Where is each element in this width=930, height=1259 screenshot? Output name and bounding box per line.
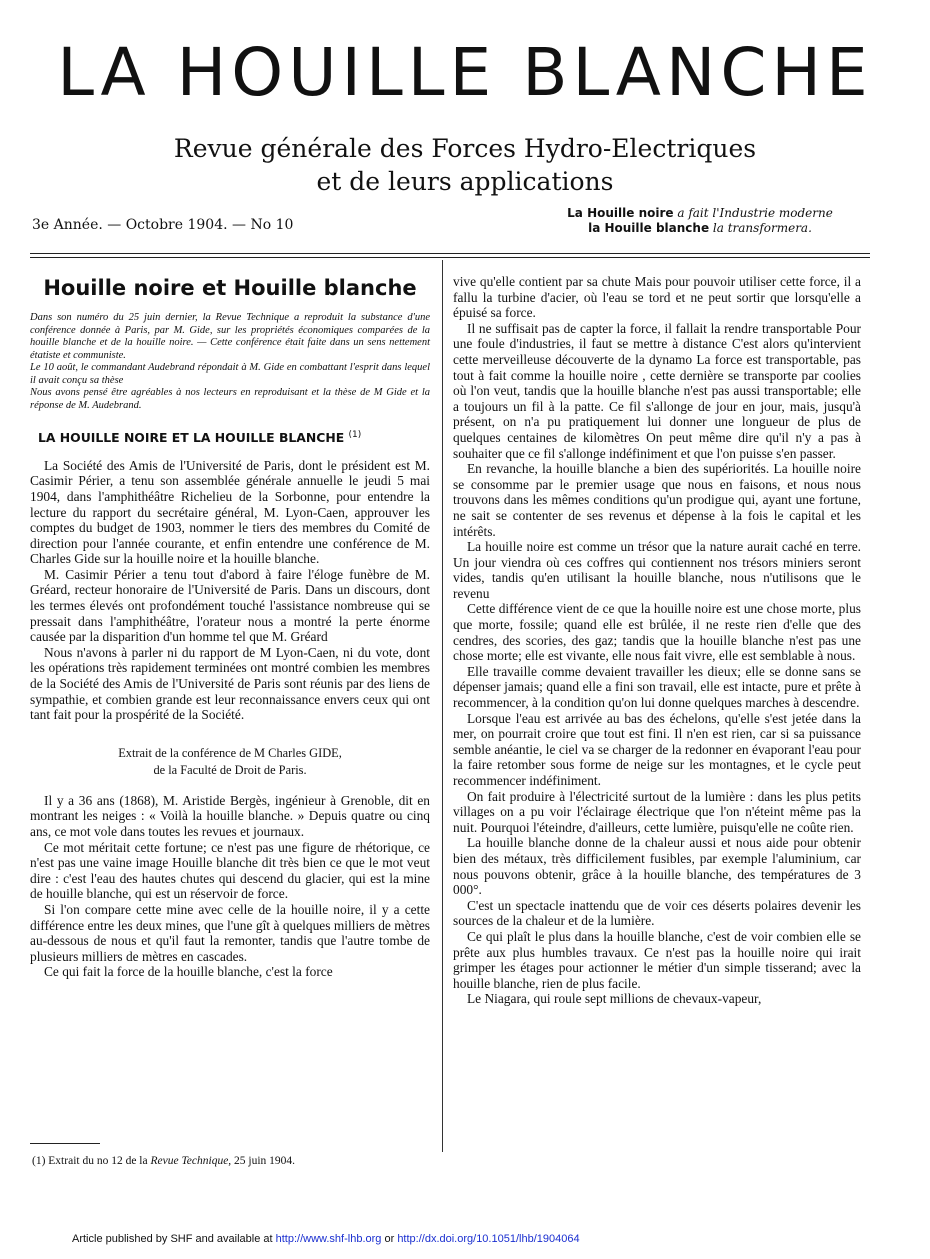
- body-paragraph: C'est un spectacle inattendu que de voir ces déserts polaires devenir les sources de la chaleur et de la lumière.: [453, 897, 861, 929]
- motto-bold-2: la Houille blanche: [588, 221, 710, 235]
- body-paragraph: Ce qui plaît le plus dans la houille blanche, c'est de voir combien elle se prête aux plus humbles travaux. Ce n'est pas la houille noire qui irait grimper les étages pour actionner le métier d'un simple tisserand; avec la houille blanche, rien de plus facile.: [453, 928, 861, 991]
- section-title: LA HOUILLE NOIRE ET LA HOUILLE BLANCHE: [38, 430, 345, 446]
- body-paragraph: On fait produire à l'électricité surtout de la lumière : dans les plus petits villages on a pu voir l'éclairage électrique que l'on n'éteint même pas la nuit. Pourquoi l'éteindre, d'ailleurs, cette lumière, puisqu'elle ne coûte rien.: [453, 788, 861, 835]
- journal-masthead: LA HOUILLE BLANCHE: [57, 34, 873, 111]
- body-paragraph: M. Casimir Périer a tenu tout d'abord à faire l'éloge funèbre de M. Gréard, recteur honoraire de l'Université de Paris. Dans un discours, dont les termes élevés ont profondément touché l'assistance nombreuse qui se pressait dans l'amphithéâtre, l'orateur nous a montré la perte énorme causée par la disparition d'un homme tel que M. Gréard: [30, 566, 430, 645]
- right-column: [453, 274, 861, 1007]
- body-paragraph: La Société des Amis de l'Université de Paris, dont le président est M. Casimir Périer, a tenu son assemblée générale annuelle le jeudi 5 mai 1904, dans l'amphithéâtre Richelieu de la Sorbonne, pour entendre la lecture du rapport du secrétaire général, M. Lyon-Caen, approuver les comptes du budget de 1903, nommer le tiers des membres du Comité de direction pour l'année courante, et enfin entendre une conférence de M. Charles Gide sur la houille noire et la houille blanche.: [30, 457, 430, 567]
- body-paragraph: La houille noire est comme un trésor que la nature aurait caché en terre. Un jour viendra où ces coffres qui contiennent nos trésors miniers seront vides, tandis qu'en utilisant la houille blanche, nous n'utilisons que le revenu: [453, 539, 861, 601]
- intro-paragraph: Nous avons pensé être agréables à nos lecteurs en reproduisant et la thèse de M Gide et la réponse de M. Audebrand.: [30, 387, 430, 411]
- body-paragraph: vive qu'elle contient par sa chute Mais pour pouvoir utiliser cette force, il a fallu la turbine d'acier, où l'eau se tord et ne peut sortir que lorsqu'elle a épuisé sa force.: [453, 274, 861, 321]
- body-paragraph: Ce mot méritait cette fortune; ce n'est pas une figure de rhétorique, ce n'est pas une vaine image Houille blanche dit très bien ce que le mot veut dire : c'est l'eau des hautes chutes qui descend du glacier, qui est la mine de houille blanche, qui est un réservoir de force.: [30, 839, 430, 902]
- body-paragraph: La houille blanche donne de la chaleur aussi et nous aide pour obtenir bien des métaux, très difficilement fusibles, par exemple l'aluminium, car nous pouvons obtenir, grâce à la houille blanche, des températures de 3 000°.: [453, 835, 861, 898]
- extract-heading-line-2: de la Faculté de Droit de Paris.: [153, 762, 307, 777]
- article-intro: [30, 312, 430, 412]
- footnote-suffix: , 25 juin 1904.: [228, 1155, 296, 1167]
- shf-link[interactable]: http://www.shf-lhb.org: [275, 1233, 382, 1245]
- body-paragraph: Il y a 36 ans (1868), M. Aristide Bergès, ingénieur à Grenoble, dit en montrant les neiges : « Voilà la houille blanche. » Depuis quatre ou cinq ans, ce mot vole dans toutes les revues et journaux.: [30, 792, 430, 839]
- body-paragraph: Le Niagara, qui roule sept millions de chevaux-vapeur,: [467, 991, 762, 1007]
- motto-line-1: [500, 206, 900, 221]
- intro-paragraph: Dans son numéro du 25 juin dernier, la Revue Technique a reproduit la substance d'une conférence donnée à Paris, par M. Gide, sur les propriétés économiques comparées de la houille blanche et de la houille noire. — Cette conférence était faite dans un sens nettement étatiste et communiste.: [30, 312, 430, 361]
- body-paragraph: Elle travaille comme devaient travailler les dieux; elle se donne sans se dépenser jamais; quand elle a fini son travail, elle est intacte, pure et prête à recommencer, à la condition qu'on lui donne quelques marches à descendre.: [453, 663, 861, 711]
- subtitle-line-2: et de leurs applications: [316, 167, 614, 196]
- column-divider: [442, 260, 443, 1152]
- motto-rest-2: la transformera.: [709, 221, 812, 235]
- body-paragraph: Il ne suffisait pas de capter la force, il fallait la rendre transportable Pour une foule d'industries, il faut se mettre à distance C'est alors qu'intervient cette merveilleuse découverte de la dynamo La force est transportable, pas tout à fait comme la houille noire , cette dernière se transporte par coolies où l'on veut, tandis que la houille blanche n'est pas aussi transportable; elle a toujours un fil à la patte. Ce fil s'allonge de jour en jour, mais, jusqu'à présent, on n'a pu pratiquement lui donner une longueur de plus de quelques centaines de kilomètres On peut même dire qu'il n'y a pas à souhaiter que ce fil s'allonge indéfiniment et que l'on puisse s'en passer.: [453, 320, 861, 461]
- extract-heading: [30, 745, 430, 779]
- body-paragraph: Ce qui fait la force de la houille blanche, c'est la force: [44, 964, 333, 980]
- intro-paragraph: Le 10 août, le commandant Audebrand répondait à M. Gide en combattant l'esprit dans lequel il avait conçu sa thèse: [30, 362, 430, 386]
- publisher-credit: [72, 1233, 580, 1245]
- article-title: Houille noire et Houille blanche: [43, 276, 417, 300]
- left-column: [30, 270, 430, 980]
- body-paragraph: Nous n'avons à parler ni du rapport de M Lyon-Caen, ni du vote, dont les opérations très rapidement terminées ont montré combien les membres de la Société des Amis de l'Université de Paris sont réunis par des liens de sympathie, et combien grande est leur reconnaissance envers ceux qui ont tant fait pour la prospérité de la Société.: [30, 644, 430, 723]
- body-paragraph: Cette différence vient de ce que la houille noire est une chose morte, plus que morte, fossile; quand elle est brûlée, il ne reste rien d'elle que des cendres, des scories, des gaz; tandis que la houille blanche n'est pas une chose morte; elle est vivante, elle nous fait vivre, elle est semblable à nous.: [453, 601, 861, 664]
- section-heading: [38, 428, 430, 446]
- credit-middle: or: [381, 1233, 398, 1245]
- extract-heading-line-1: Extrait de la conférence de M Charles GIDE,: [118, 745, 342, 760]
- footnote-rule: [30, 1143, 100, 1144]
- issue-line: 3e Année. — Octobre 1904. — No 10: [32, 217, 294, 233]
- footnote-prefix: (1) Extrait du no 12 de la: [32, 1155, 151, 1167]
- footnote-ref: (1): [348, 430, 362, 440]
- header-rule-thin: [30, 257, 870, 258]
- motto-line-2: [500, 221, 900, 236]
- header-rule: [30, 253, 870, 254]
- doi-link[interactable]: http://dx.doi.org/10.1051/lhb/1904064: [397, 1233, 580, 1245]
- motto-bold-1: La Houille noire: [567, 206, 674, 220]
- journal-subtitle: [0, 132, 930, 198]
- subtitle-line-1: Revue générale des Forces Hydro-Electriques: [173, 134, 757, 163]
- body-paragraph: En revanche, la houille blanche a bien des supériorités. La houille noire se consomme par le premier usage que nous en faisons, et nous nous trouvons dans les mêmes conditions qu'un prodigue qui, ayant une fortune, ne sait se contenter de ses revenus et dépense à la fois le capital et les intérêts.: [453, 461, 861, 539]
- footnote-journal: Revue Technique: [150, 1155, 229, 1167]
- body-paragraph: Si l'on compare cette mine avec celle de la houille noire, il y a cette différence entre les deux mines, que l'une gît à quelques milliers de mètres au-dessous de nous et qu'il faut la remonter, tandis que l'autre tombe de plusieurs milliers de mètres en cascades.: [30, 901, 430, 964]
- body-paragraph: Lorsque l'eau est arrivée au bas des échelons, qu'elle s'est jetée dans la mer, on pourrait croire que tout est fini. Il n'en est rien, car si sa puissance semble anéantie, le ciel va se charger de la redonner en évaporant l'eau pour la faire retomber sous forme de neige sur les montagnes, et le cycle peut recommencer indéfiniment.: [453, 710, 861, 788]
- journal-motto: [500, 206, 900, 236]
- footnote: [32, 1155, 295, 1167]
- credit-prefix: Article published by SHF and available at: [72, 1233, 276, 1245]
- motto-rest-1: a fait l'Industrie moderne: [673, 206, 833, 220]
